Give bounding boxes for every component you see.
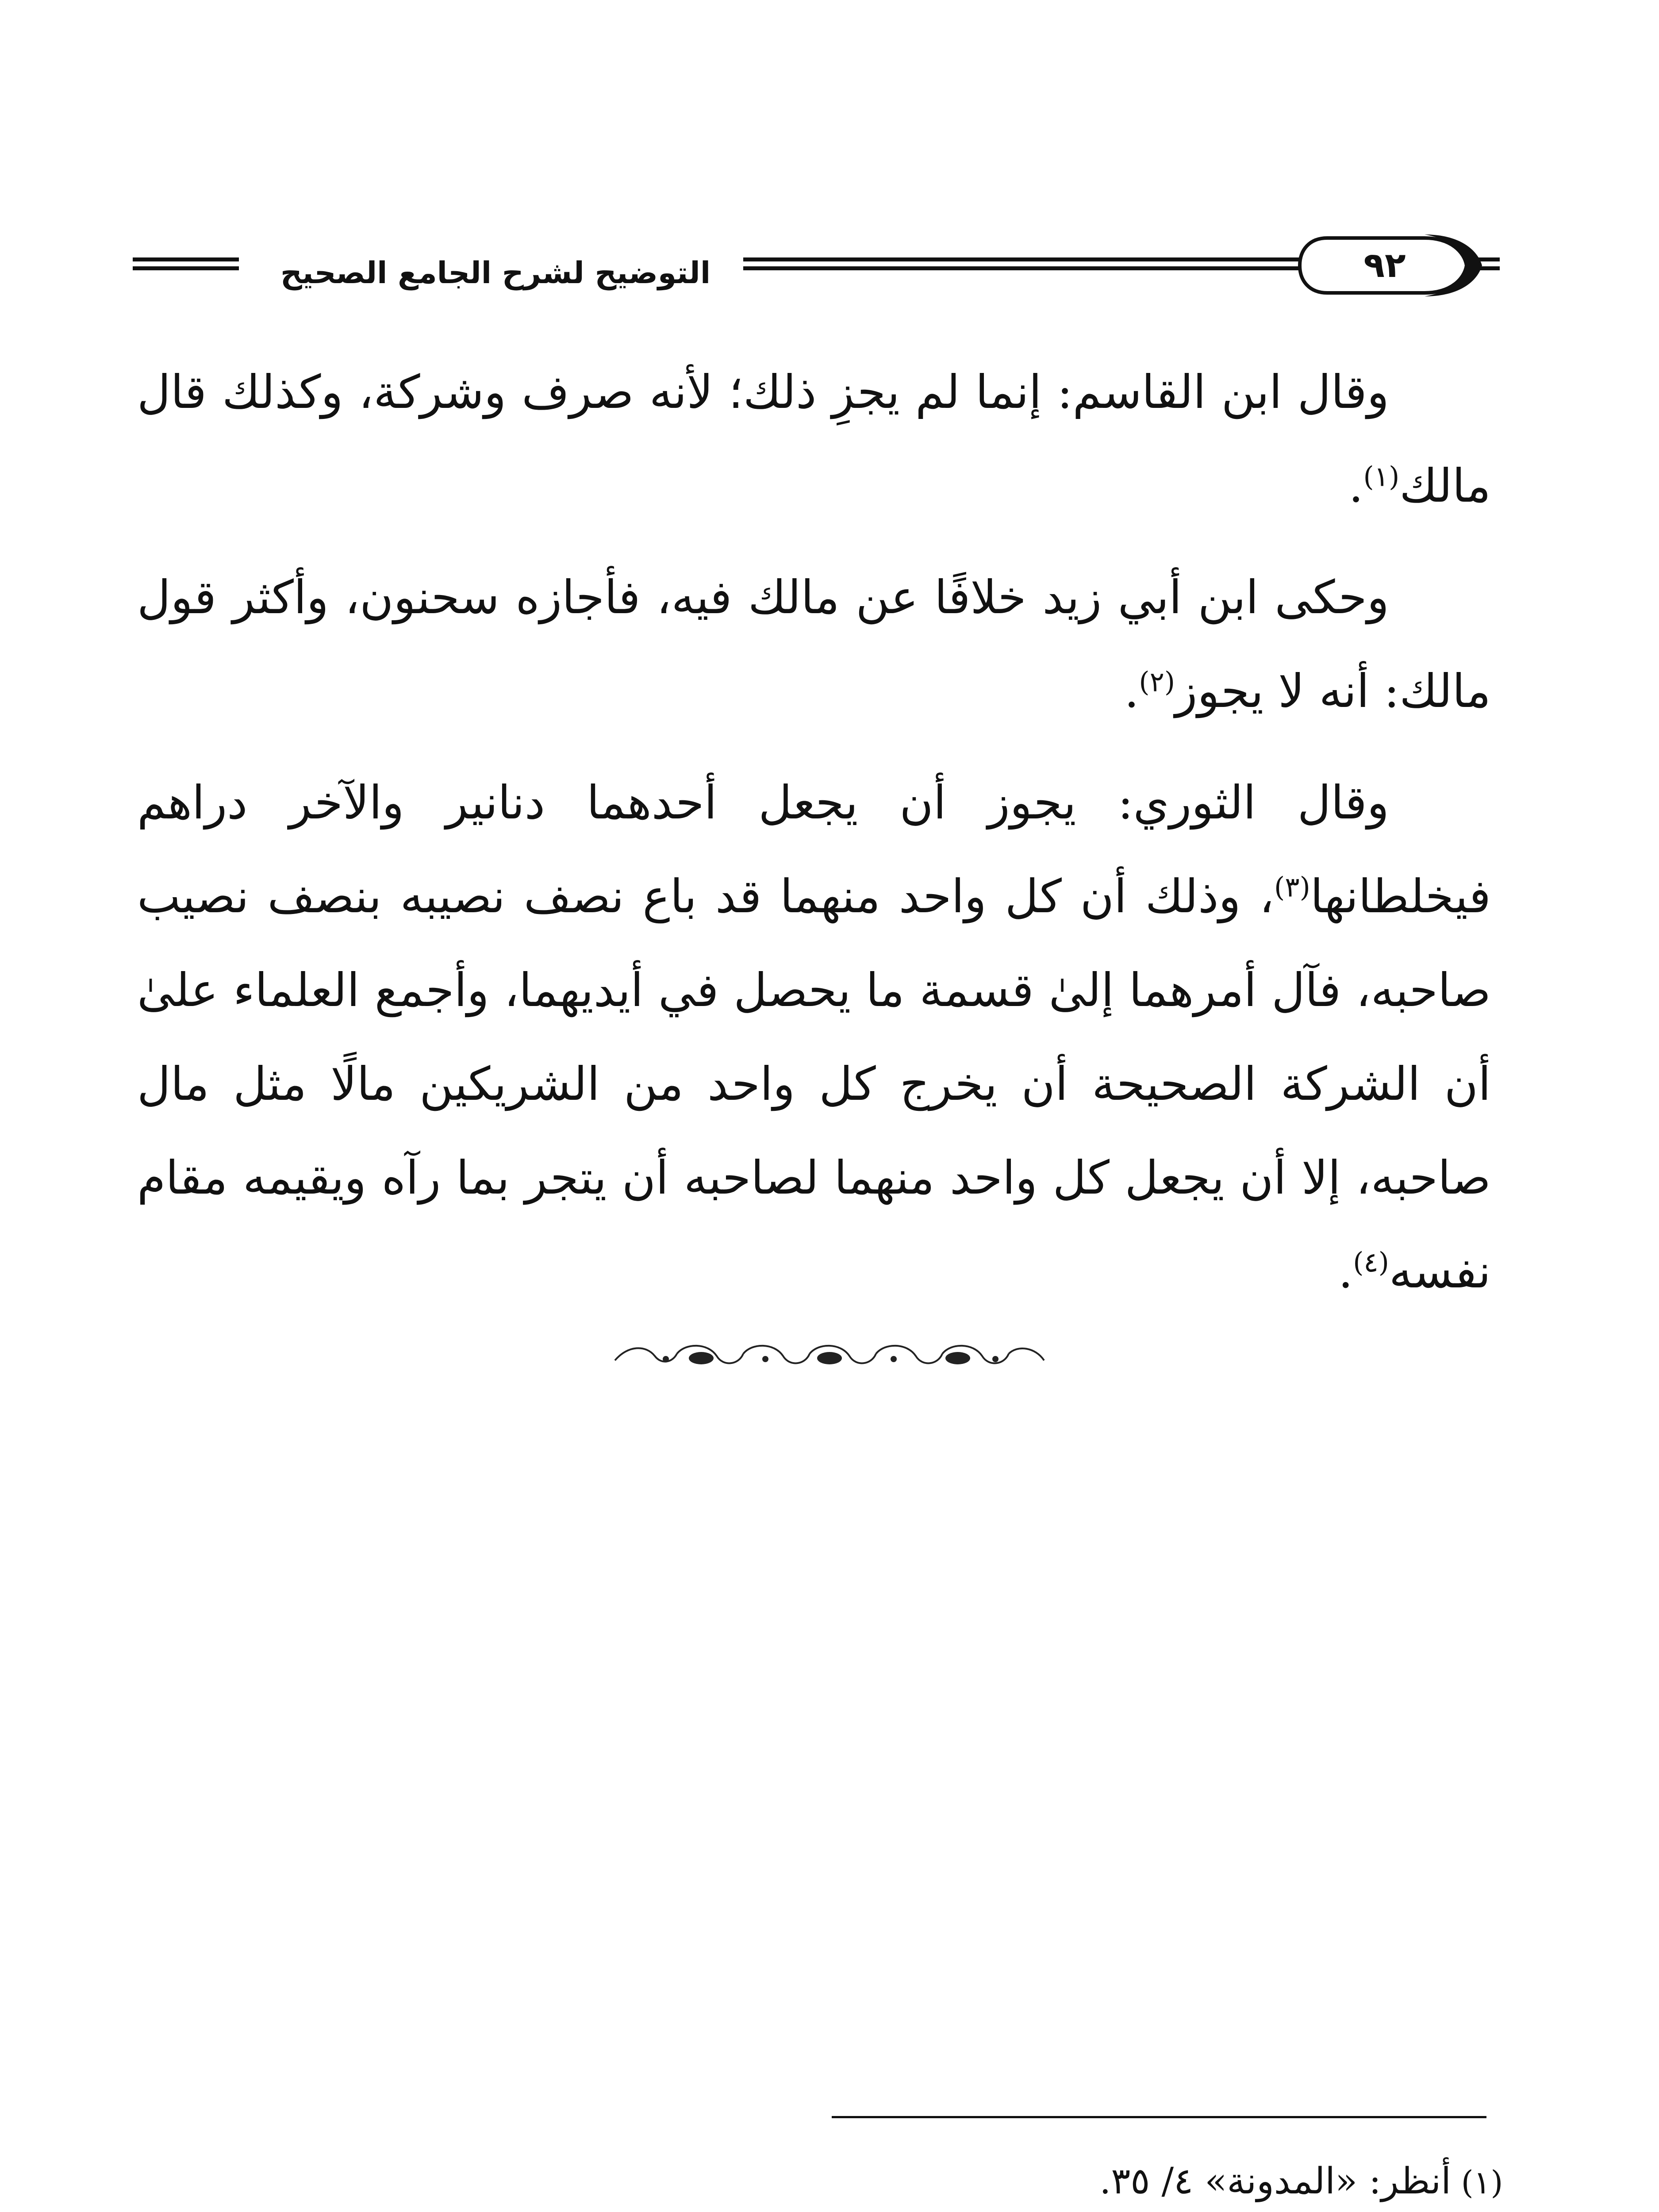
paragraph-text: . (1338, 1244, 1353, 1298)
paragraph (137, 550, 1491, 738)
paragraph-text: . (1348, 459, 1363, 513)
paragraph (137, 756, 1491, 1318)
paragraph-text: . (1124, 664, 1139, 718)
footnote-reference: (١) (1363, 460, 1400, 493)
footnote-reference: (٣) (1274, 871, 1310, 903)
page-number-badge (1292, 230, 1500, 301)
paragraph-text: وقال الثوري: يجوز أن يجعل أحدهما دنانير والآخر دراهم فيخلطانها (137, 776, 1491, 923)
running-title: التوضيح لشرح الجامع الصحيح (248, 247, 743, 300)
running-header (133, 230, 1500, 319)
paragraph-text: ، وذلك أن كل واحد منهما قد باع نصف نصيبه بنصف نصيب صاحبه، فآل أمرهما إلىٰ قسمة ما يحصل في أيديهما، وأجمع العلماء علىٰ أن الشركة الصحيحة أن يخرج كل واحد من الشريكين مالًا مثل مال صاحبه، إلا أن يجعل كل واحد منهما لصاحبه أن يتجر بما رآه ويقيمه مقام نفسه (137, 869, 1491, 1298)
footnote-reference: (٤) (1353, 1246, 1389, 1279)
footnote-text (1036, 2209, 1451, 2212)
arabesque-divider-ornament-icon (611, 1336, 1048, 1376)
paragraph-text: وحكى ابن أبي زيد خلافًا عن مالك فيه، فأجازه سحنون، وأكثر قول مالك: أنه لا يجوز (137, 570, 1491, 718)
header-rule-middle-lower (752, 266, 1283, 270)
footnotes (442, 2154, 1513, 2212)
main-text (137, 345, 1491, 1336)
paragraph-text: وقال ابن القاسم: إنما لم يجزِ ذلك؛ لأنه صرف وشركة، وكذلك قال مالك (137, 365, 1491, 513)
footnote-text: أنظر: «المدونة» ٤/ ٣٥. (1099, 2160, 1451, 2202)
header-rule-left-lower (133, 266, 239, 270)
footnote-number: (١) (1461, 2164, 1503, 2201)
footnote-number (1451, 2210, 1513, 2212)
footnote (442, 2209, 1513, 2212)
header-rule-left (133, 257, 239, 261)
footnote (442, 2154, 1513, 2209)
page-number: ٩٢ (1363, 246, 1406, 285)
footnote-reference: (٢) (1139, 665, 1175, 698)
footnote-separator (832, 2116, 1486, 2118)
paragraph (137, 345, 1491, 533)
header-rule-middle (752, 257, 1283, 261)
